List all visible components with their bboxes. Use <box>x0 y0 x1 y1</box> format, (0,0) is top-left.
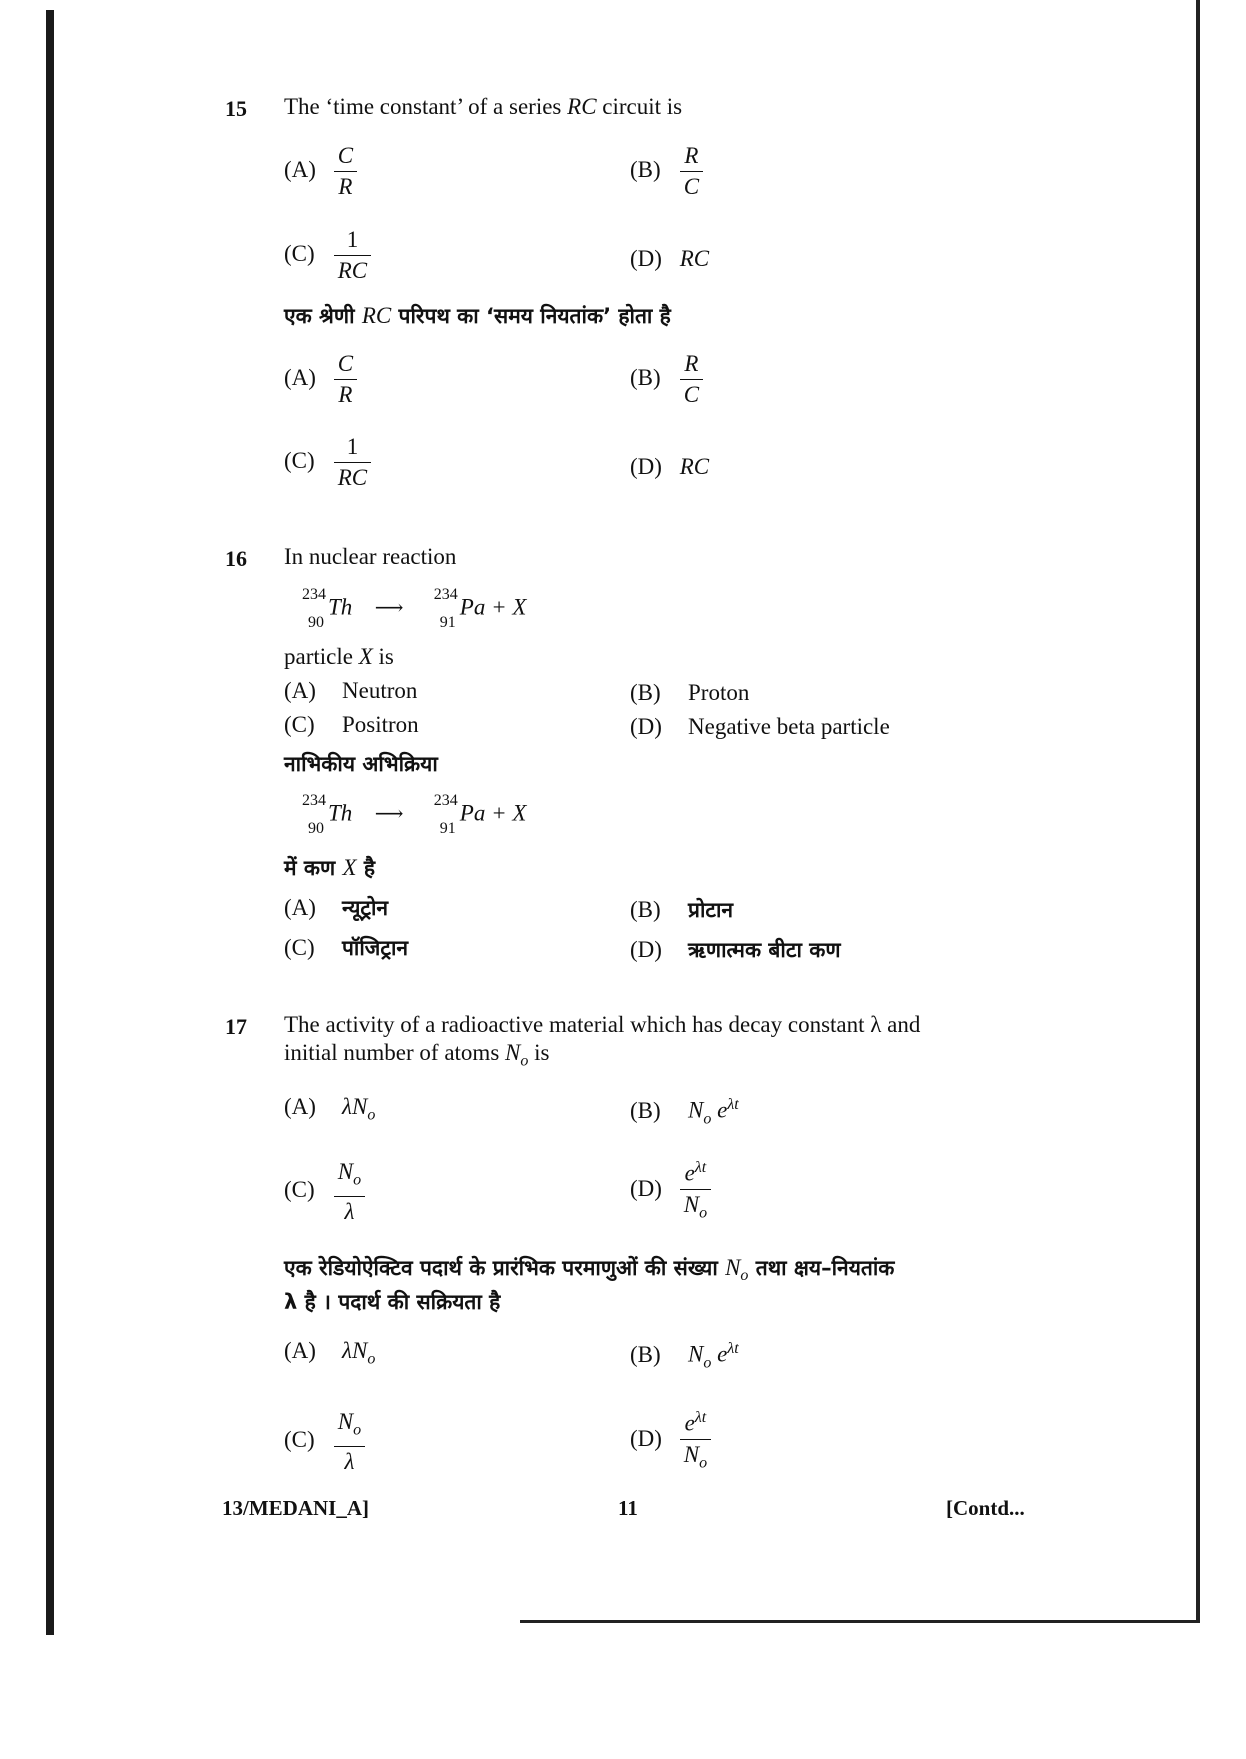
q15-hindi-text: एक श्रेणी RC परिपथ का ‘समय नियतांक’ होता है <box>284 303 671 328</box>
q15-number: 15 <box>225 96 247 121</box>
q16-reaction-en: 234 90 Th ⟶ 234 91 Pa + X <box>302 586 527 631</box>
q16-option-c: (C) Positron <box>284 712 419 737</box>
q15-option-b: (B) $\frac{R}{C}$ <box>630 142 703 201</box>
footer-contd: [Contd... <box>946 1496 1025 1520</box>
q15-hindi-option-b: (B) $\frac{R}{C}$ <box>630 350 703 409</box>
scan-border-right <box>1196 0 1200 1620</box>
q17-option-c: (C) $\frac{N_o}{\lambda}$ <box>284 1158 365 1226</box>
q17-hindi-option-c: (C) $\frac{N_o}{\lambda}$ <box>284 1408 365 1476</box>
q15-english-text: The ‘time constant’ of a series RC circuit is <box>284 94 683 119</box>
q16-option-b: (B) Proton <box>630 680 750 705</box>
q15-option-c: (C) $\frac{1}{RC}$ <box>284 226 371 285</box>
scan-border-left <box>46 10 54 1635</box>
scan-border-bottom <box>520 1620 1200 1623</box>
q17-hindi-line2: λ है । पदार्थ की सक्रियता है <box>284 1290 501 1314</box>
q16-particle-en: particle X is <box>284 644 394 669</box>
q15-hindi-option-d: (D) RC <box>630 454 710 479</box>
q17-number: 17 <box>225 1014 247 1039</box>
q16-number: 16 <box>225 546 247 571</box>
q15-option-d: (D) RC <box>630 246 710 271</box>
q16-option-a: (A) Neutron <box>284 678 418 703</box>
q17-english-line1: The activity of a radioactive material which has decay constant λ and <box>284 1012 921 1037</box>
footer-paper-code: 13/MEDANI_A] <box>222 1496 369 1520</box>
q17-hindi-option-b: (B) $N_o$ $e^{\lambda t}$ <box>630 1340 739 1372</box>
q17-hindi-option-d: (D) $\frac{e^{\lambda t}}{N_o}$ <box>630 1404 711 1477</box>
q17-hindi-line1: एक रेडियोऐक्टिव पदार्थ के प्रारंभिक परमाणुओं की संख्या $N_o$ तथा क्षय–नियतांक <box>284 1255 895 1285</box>
q16-hindi-text: नाभिकीय अभिक्रिया <box>284 752 438 776</box>
q16-hindi-option-c: (C) पॉजिट्रान <box>284 935 409 960</box>
footer-page-number: 11 <box>618 1496 638 1520</box>
q16-hindi-option-d: (D) ऋणात्मक बीटा कण <box>630 937 841 962</box>
q16-hindi-option-b: (B) प्रोटान <box>630 897 734 922</box>
q17-option-b: (B) $N_o$ $e^{\lambda t}$ <box>630 1096 739 1128</box>
q15-hindi-option-c: (C) $\frac{1}{RC}$ <box>284 433 371 492</box>
q17-hindi-option-a: (A) $\lambda N_o$ <box>284 1338 376 1368</box>
q15-option-a: (A) $\frac{C}{R}$ <box>284 142 357 201</box>
q16-option-d: (D) Negative beta particle <box>630 714 890 739</box>
q17-option-d: (D) $\frac{e^{\lambda t}}{N_o}$ <box>630 1154 711 1227</box>
q16-hindi-particle: में कण X है <box>284 855 376 880</box>
q17-option-a: (A) $\lambda N_o$ <box>284 1094 376 1124</box>
q17-english-line2: initial number of atoms $N_o$ is <box>284 1040 550 1070</box>
q16-reaction-hi: 234 90 Th ⟶ 234 91 Pa + X <box>302 792 527 837</box>
q16-english-text: In nuclear reaction <box>284 544 457 569</box>
q15-hindi-option-a: (A) $\frac{C}{R}$ <box>284 350 357 409</box>
q16-hindi-option-a: (A) न्यूट्रोन <box>284 895 389 920</box>
